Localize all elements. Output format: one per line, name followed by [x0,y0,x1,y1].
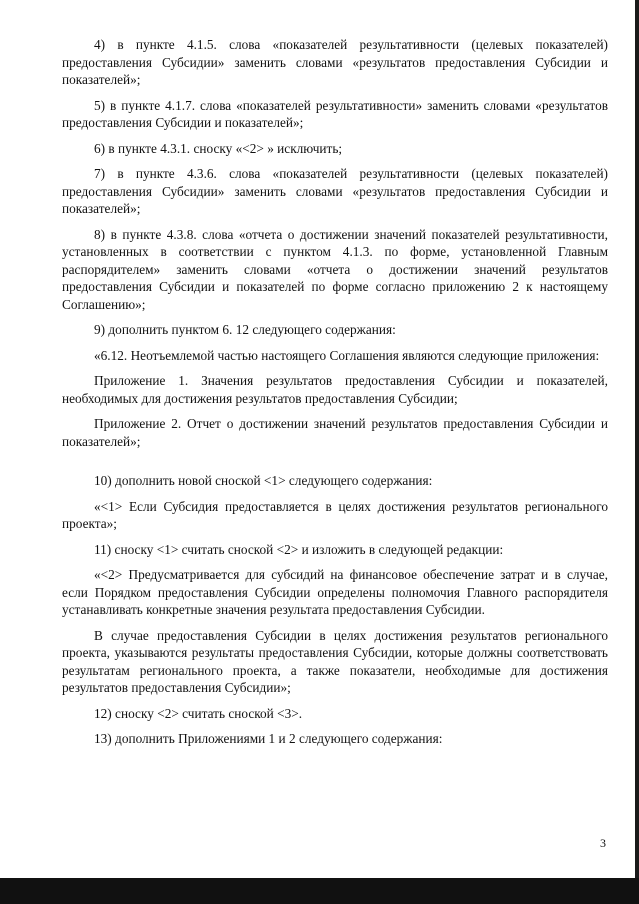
paragraph-item-13: 13) дополнить Приложениями 1 и 2 следующего содержания: [94,731,443,746]
page-number: 3 [600,836,606,850]
paragraph-item-12: 12) сноску <2> считать сноской <3>. [94,705,303,721]
page-edge-right [635,0,639,904]
paragraph-item-10: 10) дополнить новой сноской <1> следующего содержания: [94,473,433,488]
paragraph-item-8: 8) в пункте 4.3.8. слова «отчета о достижении значений показателей результативности, установленных в соответствии с пунктом 4.1.3. по форме, установленной Главным распорядителем» заменить словами «отчета о достижении значений результатов предоставления Субсидии и показателей по форме согласно приложению 2 к настоящему Соглашению»; [62,226,608,312]
document-body [62,36,608,748]
paragraph-footnote-1: «<1> Если Субсидия предоставляется в целях достижения результатов регионального проекта»; [62,498,608,531]
paragraph-item-9: 9) дополнить пунктом 6. 12 следующего содержания: [94,322,396,337]
paragraph-clause-6-12: «6.12. Неотъемлемой частью настоящего Соглашения являются следующие приложения: [94,347,600,363]
paragraph-footnote-2: «<2> Предусматривается для субсидий на финансовое обеспечение затрат и в случае, если Порядком предоставления Субсидии определены полномочия Главного распорядителя устанавливать конкретные значения результата предоставления Субсидии. [62,567,608,617]
paragraph-appendix-1: Приложение 1. Значения результатов предоставления Субсидии и показателей, необходимых для достижения результатов предоставления Субсидии; [62,373,608,406]
paragraph-footnote-2-continued: В случае предоставления Субсидии в целях достижения результатов регионального проекта, указываются результаты предоставления Субсидии, которые должны соответствовать результатам регионального проекта, а также показатели, необходимые для достижения результатов предоставления Субсидии»; [62,627,608,695]
paragraph-appendix-2: Приложение 2. Отчет о достижении значений результатов предоставления Субсидии и показателей»; [62,416,608,449]
paragraph-item-6: 6) в пункте 4.3.1. сноску «<2> » исключить; [94,140,343,156]
paragraph-item-11: 11) сноску <1> считать сноской <2> и изложить в следующей редакции: [94,541,504,557]
paragraph-item-4: 4) в пункте 4.1.5. слова «показателей результативности (целевых показателей) предоставления Субсидии» заменить словами «результатов предоставления Субсидии и показателей»; [62,37,608,87]
paragraph-item-5: 5) в пункте 4.1.7. слова «показателей результативности» заменить словами «результатов предоставления Субсидии и показателей»; [62,97,608,130]
paragraph-item-7: 7) в пункте 4.3.6. слова «показателей результативности (целевых показателей) предоставления Субсидии» заменить словами «результатов предоставления Субсидии и показателей»; [62,166,608,216]
page-edge-bottom [0,878,639,904]
